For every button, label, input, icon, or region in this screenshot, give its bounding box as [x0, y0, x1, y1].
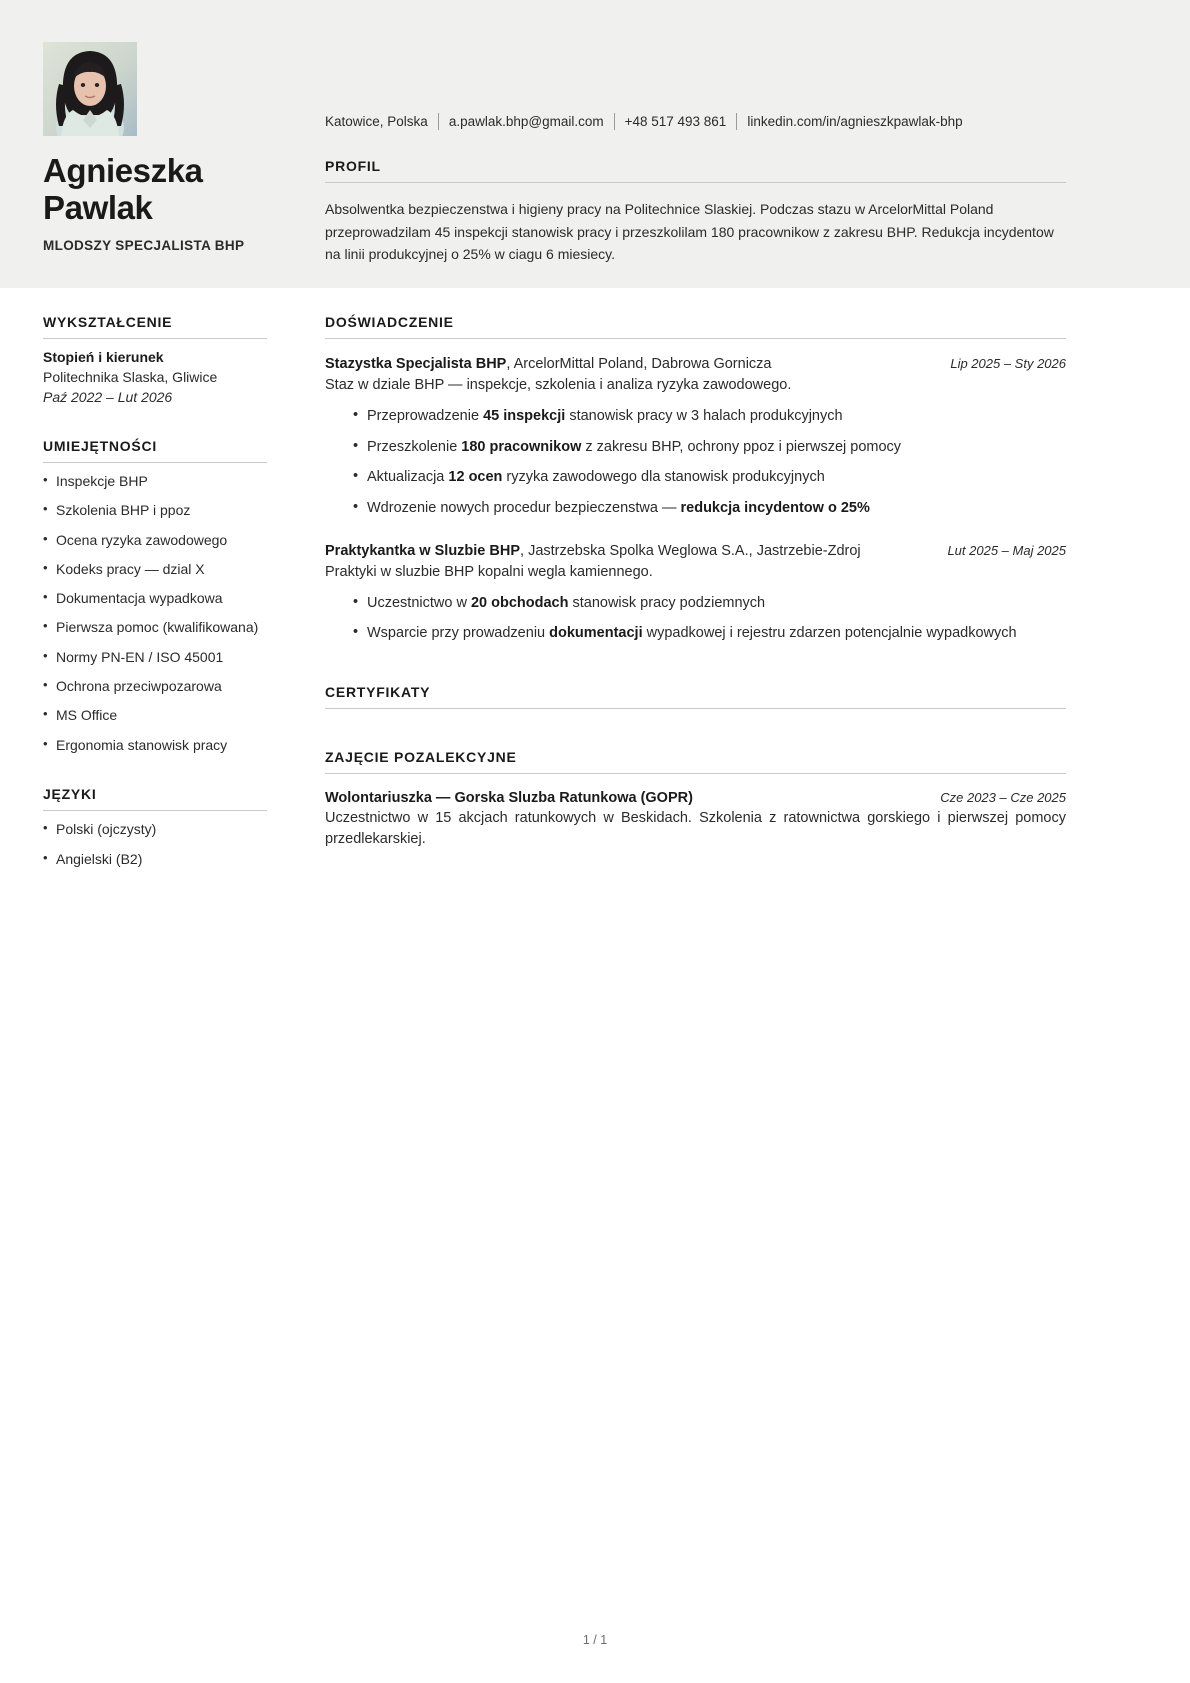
experience-summary: Praktyki w sluzbie BHP kopalni wegla kamiennego.: [325, 563, 653, 580]
certificates-section: [325, 684, 1066, 709]
education-degree: Stopień i kierunek: [43, 349, 164, 365]
list-item: • Pierwsza pomoc (kwalifikowana): [43, 619, 267, 636]
education-section: [43, 314, 267, 405]
list-item: • Inspekcje BHP: [43, 473, 267, 490]
experience-headline: [325, 354, 950, 374]
list-item: • Wsparcie przy prowadzeniu dokumentacji wypadkowej i rejestru zdarzen potencjalnie wypadkowych: [353, 624, 1066, 644]
list-item: • Wdrozenie nowych procedur bezpieczenstwa — redukcja incydentow o 25%: [353, 499, 1066, 519]
extracurricular-date: Cze 2023 – Cze 2025: [940, 790, 1066, 805]
experience-entry: [325, 354, 1066, 519]
header-main: [285, 42, 1190, 266]
list-item: • Ergonomia stanowisk pracy: [43, 737, 267, 754]
contact-location: Katowice, Polska: [325, 114, 428, 129]
experience-summary: Staz w dziale BHP — inspekcje, szkolenia i analiza ryzyka zawodowego.: [325, 377, 792, 394]
last-name: Pawlak: [43, 188, 153, 226]
job-title: MLODSZY SPECJALISTA BHP: [43, 237, 245, 253]
experience-role: Stazystka Specjalista BHP: [325, 356, 507, 372]
section-heading-profile: PROFIL: [325, 158, 381, 174]
resume-header: [0, 0, 1190, 288]
section-divider: [43, 462, 267, 463]
page-indicator: 1 / 1: [582, 1633, 608, 1647]
first-name: Agnieszka: [43, 152, 203, 189]
section-divider: [325, 708, 1066, 709]
list-item: • Szkolenia BHP i ppoz: [43, 502, 267, 519]
section-divider: [325, 338, 1066, 339]
section-heading-education: WYKSZTAŁCENIE: [43, 314, 173, 330]
list-item: • Angielski (B2): [43, 851, 267, 868]
list-item: • Dokumentacja wypadkowa: [43, 590, 267, 607]
list-item: • MS Office: [43, 707, 267, 724]
contact-phone[interactable]: +48 517 493 861: [624, 114, 727, 129]
list-item: • Ocena ryzyka zawodowego: [43, 532, 267, 549]
contact-bar: [325, 113, 1066, 130]
section-divider: [325, 773, 1066, 774]
experience-headline: [325, 541, 947, 561]
languages-list: [43, 821, 267, 867]
extracurricular-section: [325, 749, 1066, 850]
section-divider: [325, 182, 1066, 183]
experience-company: , ArcelorMittal Poland, Dabrowa Gornicza: [506, 356, 772, 372]
main-content: [285, 314, 1190, 880]
experience-entry: [325, 541, 1066, 644]
languages-section: [43, 786, 267, 867]
list-item: • Przeprowadzenie 45 inspekcji stanowisk pracy w 3 halach produkcyjnych: [353, 407, 1066, 427]
sidebar: [0, 314, 285, 880]
contact-divider: [438, 113, 439, 130]
list-item: • Przeszkolenie 180 pracownikow z zakresu BHP, ochrony ppoz i pierwszej pomocy: [353, 438, 1066, 458]
list-item: • Aktualizacja 12 ocen ryzyka zawodowego dla stanowisk produkcyjnych: [353, 468, 1066, 488]
avatar-photo-icon: [43, 42, 137, 136]
section-heading-extracurricular: ZAJĘCIE POZALEKCYJNE: [325, 749, 517, 765]
section-divider: [43, 810, 267, 811]
list-item: • Ochrona przeciwpozarowa: [43, 678, 267, 695]
section-heading-skills: UMIEJĘTNOŚCI: [43, 438, 158, 454]
extracurricular-text: Uczestnictwo w 15 akcjach ratunkowych w Beskidach. Szkolenia z ratownictwa gorskiego i pierwszej pomocy przedlekarskiej.: [325, 810, 1066, 848]
avatar: [43, 42, 137, 136]
experience-bullets: [325, 594, 1066, 644]
list-item: • Normy PN-EN / ISO 45001: [43, 649, 267, 666]
section-heading-languages: JĘZYKI: [43, 786, 97, 803]
extracurricular-title: Wolontariuszka — Gorska Sluzba Ratunkowa (GOPR): [325, 790, 693, 806]
skills-list: [43, 473, 267, 753]
section-heading-experience: DOŚWIADCZENIE: [325, 314, 454, 330]
list-item: • Uczestnictwo w 20 obchodach stanowisk pracy podziemnych: [353, 594, 1066, 614]
experience-bullets: [325, 407, 1066, 518]
list-item: • Kodeks pracy — dzial X: [43, 561, 267, 578]
experience-company: , Jastrzebska Spolka Weglowa S.A., Jastrzebie-Zdroj: [520, 542, 861, 559]
experience-section: [325, 314, 1066, 644]
header-identity: [0, 42, 285, 266]
education-school: Politechnika Slaska, Gliwice: [43, 369, 218, 385]
contact-divider: [736, 113, 737, 130]
section-divider: [43, 338, 267, 339]
experience-role: Praktykantka w Sluzbie BHP: [325, 542, 521, 559]
skills-section: [43, 438, 267, 753]
contact-email[interactable]: a.pawlak.bhp@gmail.com: [448, 114, 604, 129]
experience-date: Lut 2025 – Maj 2025: [947, 542, 1066, 558]
profile-text: Absolwentka bezpieczenstwa i higieny pracy na Politechnice Slaskiej. Podczas stazu w ArcelorMittal Poland przeprowadzilam 45 inspekcji stanowisk pracy i przeszkolilam 180 pracownikow z zakresu BHP. Redukcja incydentow na linii produkcyjnej o 25% w ciagu 6 miesiecy.: [325, 201, 1054, 263]
section-heading-certificates: CERTYFIKATY: [325, 684, 431, 700]
page-title: [43, 153, 285, 227]
experience-date: Lip 2025 – Sty 2026: [950, 356, 1066, 371]
list-item: • Polski (ojczysty): [43, 821, 267, 838]
contact-divider: [614, 113, 615, 130]
education-date: Paź 2022 – Lut 2026: [43, 389, 173, 405]
contact-linkedin[interactable]: linkedin.com/in/agnieszkpawlak-bhp: [747, 114, 963, 129]
